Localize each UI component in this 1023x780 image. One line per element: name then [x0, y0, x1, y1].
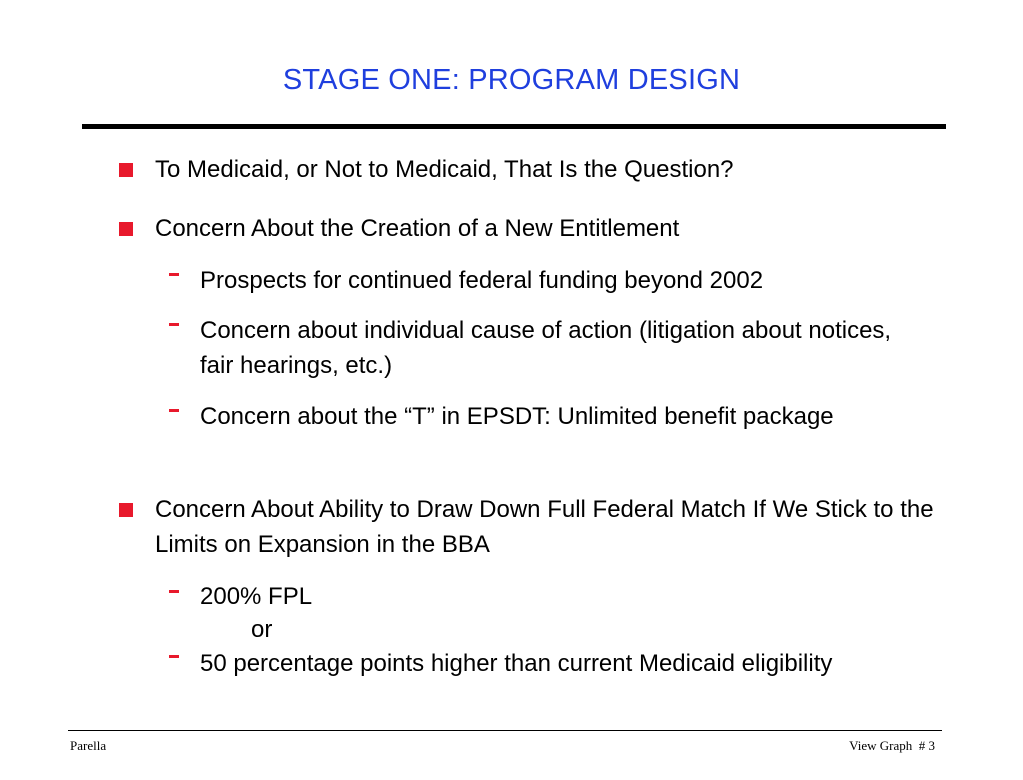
sub-bullet-2-2-text: Concern about individual cause of action (litigation about notices, fair hearings, etc.) [200, 317, 892, 379]
title-divider [82, 124, 946, 129]
dash-bullet-icon [169, 273, 179, 276]
connector-or-text: or [251, 616, 273, 643]
footer-author: Parella [70, 738, 107, 753]
square-bullet-icon [119, 222, 133, 236]
sub-bullet-2-1-text: Prospects for continued federal funding beyond 2002 [200, 267, 764, 294]
bullet-3-text: Concern About Ability to Draw Down Full Federal Match If We Stick to the Limits on Expansion in the BBA [155, 496, 934, 558]
square-bullet-icon [119, 503, 133, 517]
dash-bullet-icon [169, 323, 179, 326]
dash-bullet-icon [169, 409, 179, 412]
square-bullet-icon [119, 163, 133, 177]
sub-bullet-3-1-text: 200% FPL [200, 583, 313, 610]
dash-bullet-icon [169, 590, 179, 593]
dash-bullet-icon [169, 655, 179, 658]
slide-title: STAGE ONE: PROGRAM DESIGN [282, 64, 741, 96]
bullet-2-text: Concern About the Creation of a New Entitlement [155, 215, 680, 242]
sub-bullet-2-3-text: Concern about the “T” in EPSDT: Unlimited benefit package [200, 403, 834, 430]
footer-page-label: View Graph # 3 [849, 738, 935, 753]
bullet-1-text: To Medicaid, or Not to Medicaid, That Is the Question? [155, 156, 734, 183]
footer-divider [68, 730, 942, 731]
sub-bullet-3-2-text: 50 percentage points higher than current Medicaid eligibility [200, 650, 833, 677]
